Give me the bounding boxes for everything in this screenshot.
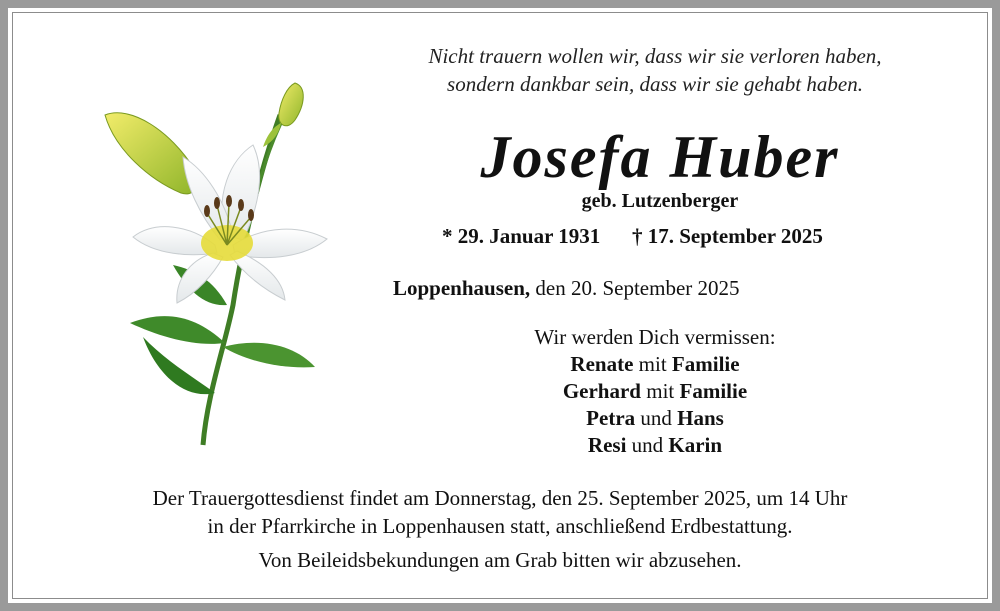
lily-flower-icon <box>95 75 340 450</box>
mourner-name: Renate <box>570 352 634 376</box>
mourner-relation: Familie <box>671 352 740 376</box>
mourner-name: Resi <box>587 433 627 457</box>
mourner-relation: Hans <box>677 406 724 430</box>
mourner-name: Petra <box>586 406 636 430</box>
service-line-2: in der Pfarrkirche in Loppenhausen statt, anschließend Erdbestattung. <box>207 514 793 538</box>
deceased-name: Josefa Huber <box>480 124 840 190</box>
service-line-1: Der Trauergottesdienst findet am Donnerstag, den 25. September 2025, um 14 Uhr <box>152 486 848 510</box>
memorial-quote <box>380 42 930 98</box>
condolence-note: Von Beileidsbekundungen am Grab bitten wir abzusehen. <box>258 548 742 572</box>
mourners-intro: Wir werden Dich vermissen: <box>534 325 776 349</box>
birth-date: * 29. Januar 1931 <box>442 224 601 248</box>
mourner-relation: Familie <box>679 379 748 403</box>
maiden-name: geb. Lutzenberger <box>581 190 739 212</box>
mourner-conj: und <box>640 406 672 430</box>
mourner-line <box>480 405 830 432</box>
funeral-service-info <box>60 484 940 540</box>
mourner-conj: mit <box>646 379 675 403</box>
quote-line-1: Nicht trauern wollen wir, dass wir sie verloren haben, <box>428 44 882 68</box>
mourner-line <box>480 351 830 378</box>
notice-date: den 20. September 2025 <box>535 276 740 300</box>
mourners-block <box>480 324 830 459</box>
mourner-conj: und <box>631 433 664 457</box>
mourner-relation: Karin <box>668 433 723 457</box>
place-date <box>393 276 740 301</box>
death-date: † 17. September 2025 <box>632 224 823 248</box>
mourner-line <box>480 432 830 459</box>
mourner-conj: mit <box>638 352 667 376</box>
quote-line-2: sondern dankbar sein, dass wir sie gehabt haben. <box>447 72 863 96</box>
mourner-name: Gerhard <box>562 379 641 403</box>
leaf-lower-left-icon <box>143 337 215 394</box>
place-name: Loppenhausen, <box>393 276 531 300</box>
lily-bud-top-icon <box>279 83 304 126</box>
lily-bud-left-icon <box>105 113 198 194</box>
mourner-line <box>480 378 830 405</box>
leaf-right-icon <box>223 343 315 368</box>
